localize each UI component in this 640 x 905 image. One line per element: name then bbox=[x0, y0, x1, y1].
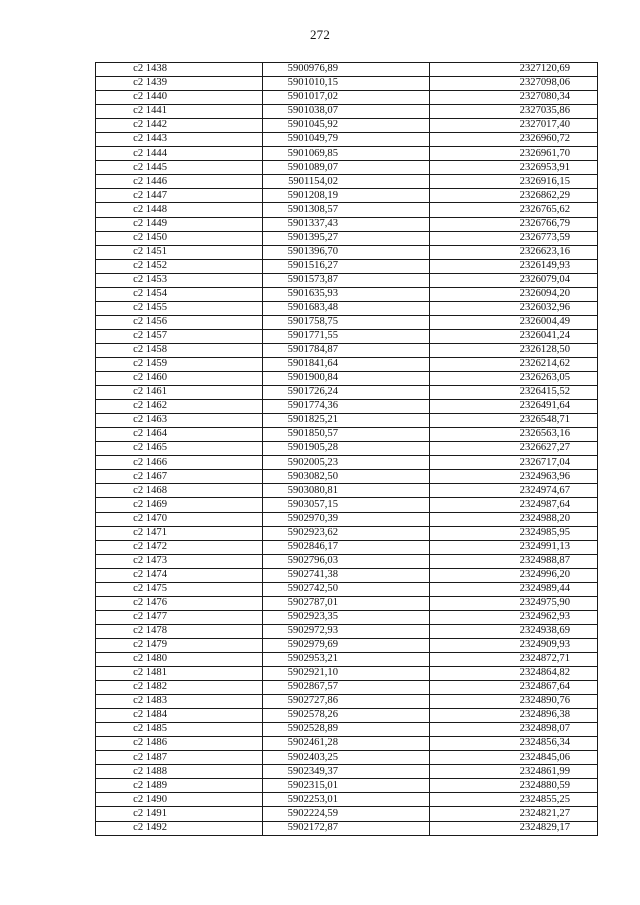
point-id-cell: c2 1465 bbox=[96, 442, 263, 456]
point-id-cell: c2 1466 bbox=[96, 456, 263, 470]
point-id-cell: c2 1475 bbox=[96, 582, 263, 596]
point-id-cell: c2 1489 bbox=[96, 779, 263, 793]
point-id-cell: c2 1456 bbox=[96, 315, 263, 329]
table-row bbox=[96, 91, 598, 105]
point-id-cell: c2 1483 bbox=[96, 695, 263, 709]
table-row bbox=[96, 596, 598, 610]
x-coordinate-cell: 5902953,21 bbox=[263, 652, 430, 666]
point-id-cell: c2 1460 bbox=[96, 372, 263, 386]
point-id-cell: c2 1463 bbox=[96, 414, 263, 428]
point-id-cell: c2 1492 bbox=[96, 821, 263, 835]
point-id-cell: c2 1469 bbox=[96, 498, 263, 512]
x-coordinate-cell: 5902172,87 bbox=[263, 821, 430, 835]
table-row bbox=[96, 217, 598, 231]
table-row bbox=[96, 779, 598, 793]
point-id-cell: c2 1464 bbox=[96, 428, 263, 442]
point-id-cell: c2 1454 bbox=[96, 287, 263, 301]
table-row bbox=[96, 737, 598, 751]
table-row bbox=[96, 610, 598, 624]
y-coordinate-cell: 2326623,16 bbox=[430, 245, 598, 259]
y-coordinate-cell: 2327120,69 bbox=[430, 63, 598, 77]
table-row bbox=[96, 63, 598, 77]
table-row bbox=[96, 512, 598, 526]
y-coordinate-cell: 2326041,24 bbox=[430, 329, 598, 343]
coordinates-table-body bbox=[96, 63, 598, 836]
y-coordinate-cell: 2324975,90 bbox=[430, 596, 598, 610]
y-coordinate-cell: 2324855,25 bbox=[430, 793, 598, 807]
x-coordinate-cell: 5901771,55 bbox=[263, 329, 430, 343]
y-coordinate-cell: 2326961,70 bbox=[430, 147, 598, 161]
x-coordinate-cell: 5902528,89 bbox=[263, 723, 430, 737]
x-coordinate-cell: 5902867,57 bbox=[263, 681, 430, 695]
y-coordinate-cell: 2324872,71 bbox=[430, 652, 598, 666]
x-coordinate-cell: 5903057,15 bbox=[263, 498, 430, 512]
point-id-cell: c2 1442 bbox=[96, 119, 263, 133]
table-row bbox=[96, 119, 598, 133]
x-coordinate-cell: 5902923,35 bbox=[263, 610, 430, 624]
point-id-cell: c2 1486 bbox=[96, 737, 263, 751]
point-id-cell: c2 1477 bbox=[96, 610, 263, 624]
point-id-cell: c2 1445 bbox=[96, 161, 263, 175]
x-coordinate-cell: 5902253,01 bbox=[263, 793, 430, 807]
point-id-cell: c2 1448 bbox=[96, 203, 263, 217]
x-coordinate-cell: 5901726,24 bbox=[263, 386, 430, 400]
x-coordinate-cell: 5902005,23 bbox=[263, 456, 430, 470]
x-coordinate-cell: 5903082,50 bbox=[263, 470, 430, 484]
y-coordinate-cell: 2326862,29 bbox=[430, 189, 598, 203]
table-row bbox=[96, 470, 598, 484]
x-coordinate-cell: 5901841,64 bbox=[263, 357, 430, 371]
point-id-cell: c2 1462 bbox=[96, 400, 263, 414]
x-coordinate-cell: 5902741,38 bbox=[263, 568, 430, 582]
y-coordinate-cell: 2326032,96 bbox=[430, 301, 598, 315]
y-coordinate-cell: 2326079,04 bbox=[430, 273, 598, 287]
table-row bbox=[96, 414, 598, 428]
table-row bbox=[96, 667, 598, 681]
x-coordinate-cell: 5902727,86 bbox=[263, 695, 430, 709]
point-id-cell: c2 1470 bbox=[96, 512, 263, 526]
point-id-cell: c2 1473 bbox=[96, 554, 263, 568]
x-coordinate-cell: 5901017,02 bbox=[263, 91, 430, 105]
y-coordinate-cell: 2324996,20 bbox=[430, 568, 598, 582]
x-coordinate-cell: 5901045,92 bbox=[263, 119, 430, 133]
table-row bbox=[96, 638, 598, 652]
y-coordinate-cell: 2324896,38 bbox=[430, 709, 598, 723]
table-row bbox=[96, 442, 598, 456]
table-row bbox=[96, 231, 598, 245]
table-row bbox=[96, 386, 598, 400]
coordinates-table bbox=[95, 62, 598, 836]
x-coordinate-cell: 5901825,21 bbox=[263, 414, 430, 428]
x-coordinate-cell: 5902787,01 bbox=[263, 596, 430, 610]
x-coordinate-cell: 5901308,57 bbox=[263, 203, 430, 217]
point-id-cell: c2 1491 bbox=[96, 807, 263, 821]
point-id-cell: c2 1459 bbox=[96, 357, 263, 371]
x-coordinate-cell: 5901395,27 bbox=[263, 231, 430, 245]
point-id-cell: c2 1474 bbox=[96, 568, 263, 582]
x-coordinate-cell: 5902972,93 bbox=[263, 624, 430, 638]
x-coordinate-cell: 5903080,81 bbox=[263, 484, 430, 498]
x-coordinate-cell: 5901900,84 bbox=[263, 372, 430, 386]
table-row bbox=[96, 203, 598, 217]
y-coordinate-cell: 2326263,05 bbox=[430, 372, 598, 386]
x-coordinate-cell: 5900976,89 bbox=[263, 63, 430, 77]
point-id-cell: c2 1480 bbox=[96, 652, 263, 666]
x-coordinate-cell: 5901154,02 bbox=[263, 175, 430, 189]
x-coordinate-cell: 5902403,25 bbox=[263, 751, 430, 765]
table-row bbox=[96, 428, 598, 442]
y-coordinate-cell: 2324864,82 bbox=[430, 667, 598, 681]
point-id-cell: c2 1449 bbox=[96, 217, 263, 231]
point-id-cell: c2 1478 bbox=[96, 624, 263, 638]
y-coordinate-cell: 2326491,64 bbox=[430, 400, 598, 414]
x-coordinate-cell: 5901758,75 bbox=[263, 315, 430, 329]
y-coordinate-cell: 2324989,44 bbox=[430, 582, 598, 596]
x-coordinate-cell: 5901069,85 bbox=[263, 147, 430, 161]
y-coordinate-cell: 2324845,06 bbox=[430, 751, 598, 765]
point-id-cell: c2 1439 bbox=[96, 77, 263, 91]
y-coordinate-cell: 2324829,17 bbox=[430, 821, 598, 835]
table-row bbox=[96, 147, 598, 161]
table-row bbox=[96, 554, 598, 568]
point-id-cell: c2 1488 bbox=[96, 765, 263, 779]
y-coordinate-cell: 2326773,59 bbox=[430, 231, 598, 245]
y-coordinate-cell: 2326214,62 bbox=[430, 357, 598, 371]
page-number: 272 bbox=[309, 27, 331, 42]
point-id-cell: c2 1479 bbox=[96, 638, 263, 652]
y-coordinate-cell: 2324909,93 bbox=[430, 638, 598, 652]
point-id-cell: c2 1440 bbox=[96, 91, 263, 105]
table-row bbox=[96, 301, 598, 315]
y-coordinate-cell: 2324890,76 bbox=[430, 695, 598, 709]
y-coordinate-cell: 2327035,86 bbox=[430, 105, 598, 119]
x-coordinate-cell: 5901396,70 bbox=[263, 245, 430, 259]
y-coordinate-cell: 2324938,69 bbox=[430, 624, 598, 638]
point-id-cell: c2 1461 bbox=[96, 386, 263, 400]
table-row bbox=[96, 400, 598, 414]
x-coordinate-cell: 5902796,03 bbox=[263, 554, 430, 568]
point-id-cell: c2 1472 bbox=[96, 540, 263, 554]
y-coordinate-cell: 2324856,34 bbox=[430, 737, 598, 751]
table-row bbox=[96, 624, 598, 638]
y-coordinate-cell: 2326563,16 bbox=[430, 428, 598, 442]
table-row bbox=[96, 161, 598, 175]
table-row bbox=[96, 723, 598, 737]
table-row bbox=[96, 329, 598, 343]
x-coordinate-cell: 5901089,07 bbox=[263, 161, 430, 175]
table-row bbox=[96, 568, 598, 582]
point-id-cell: c2 1476 bbox=[96, 596, 263, 610]
y-coordinate-cell: 2326094,20 bbox=[430, 287, 598, 301]
y-coordinate-cell: 2324985,95 bbox=[430, 526, 598, 540]
table-row bbox=[96, 273, 598, 287]
table-row bbox=[96, 456, 598, 470]
x-coordinate-cell: 5901516,27 bbox=[263, 259, 430, 273]
x-coordinate-cell: 5901850,57 bbox=[263, 428, 430, 442]
point-id-cell: c2 1467 bbox=[96, 470, 263, 484]
x-coordinate-cell: 5902224,59 bbox=[263, 807, 430, 821]
y-coordinate-cell: 2326717,04 bbox=[430, 456, 598, 470]
table-row bbox=[96, 540, 598, 554]
point-id-cell: c2 1453 bbox=[96, 273, 263, 287]
table-row bbox=[96, 245, 598, 259]
table-row bbox=[96, 189, 598, 203]
table-row bbox=[96, 793, 598, 807]
x-coordinate-cell: 5902349,37 bbox=[263, 765, 430, 779]
y-coordinate-cell: 2324821,27 bbox=[430, 807, 598, 821]
x-coordinate-cell: 5901573,87 bbox=[263, 273, 430, 287]
x-coordinate-cell: 5902461,28 bbox=[263, 737, 430, 751]
point-id-cell: c2 1457 bbox=[96, 329, 263, 343]
y-coordinate-cell: 2324988,87 bbox=[430, 554, 598, 568]
y-coordinate-cell: 2326916,15 bbox=[430, 175, 598, 189]
y-coordinate-cell: 2326004,49 bbox=[430, 315, 598, 329]
table-row bbox=[96, 77, 598, 91]
table-row bbox=[96, 357, 598, 371]
y-coordinate-cell: 2324987,64 bbox=[430, 498, 598, 512]
table-row bbox=[96, 343, 598, 357]
table-row bbox=[96, 765, 598, 779]
table-row bbox=[96, 681, 598, 695]
point-id-cell: c2 1481 bbox=[96, 667, 263, 681]
table-row bbox=[96, 751, 598, 765]
x-coordinate-cell: 5902923,62 bbox=[263, 526, 430, 540]
y-coordinate-cell: 2326766,79 bbox=[430, 217, 598, 231]
table-row bbox=[96, 709, 598, 723]
x-coordinate-cell: 5902979,69 bbox=[263, 638, 430, 652]
x-coordinate-cell: 5902315,01 bbox=[263, 779, 430, 793]
y-coordinate-cell: 2324991,13 bbox=[430, 540, 598, 554]
table-row bbox=[96, 582, 598, 596]
point-id-cell: c2 1458 bbox=[96, 343, 263, 357]
table-row bbox=[96, 695, 598, 709]
table-row bbox=[96, 652, 598, 666]
table-row bbox=[96, 175, 598, 189]
y-coordinate-cell: 2324861,99 bbox=[430, 765, 598, 779]
x-coordinate-cell: 5902846,17 bbox=[263, 540, 430, 554]
point-id-cell: c2 1441 bbox=[96, 105, 263, 119]
table-row bbox=[96, 133, 598, 147]
table-row bbox=[96, 259, 598, 273]
x-coordinate-cell: 5902970,39 bbox=[263, 512, 430, 526]
point-id-cell: c2 1490 bbox=[96, 793, 263, 807]
y-coordinate-cell: 2326548,71 bbox=[430, 414, 598, 428]
y-coordinate-cell: 2327017,40 bbox=[430, 119, 598, 133]
y-coordinate-cell: 2324963,96 bbox=[430, 470, 598, 484]
x-coordinate-cell: 5901208,19 bbox=[263, 189, 430, 203]
point-id-cell: c2 1443 bbox=[96, 133, 263, 147]
point-id-cell: c2 1446 bbox=[96, 175, 263, 189]
table-row bbox=[96, 287, 598, 301]
x-coordinate-cell: 5902921,10 bbox=[263, 667, 430, 681]
point-id-cell: c2 1471 bbox=[96, 526, 263, 540]
y-coordinate-cell: 2324898,07 bbox=[430, 723, 598, 737]
point-id-cell: c2 1444 bbox=[96, 147, 263, 161]
y-coordinate-cell: 2326953,91 bbox=[430, 161, 598, 175]
point-id-cell: c2 1455 bbox=[96, 301, 263, 315]
x-coordinate-cell: 5901905,28 bbox=[263, 442, 430, 456]
table-row bbox=[96, 315, 598, 329]
x-coordinate-cell: 5902742,50 bbox=[263, 582, 430, 596]
table-row bbox=[96, 498, 598, 512]
table-row bbox=[96, 372, 598, 386]
point-id-cell: c2 1451 bbox=[96, 245, 263, 259]
x-coordinate-cell: 5901049,79 bbox=[263, 133, 430, 147]
table-row bbox=[96, 807, 598, 821]
point-id-cell: c2 1468 bbox=[96, 484, 263, 498]
point-id-cell: c2 1452 bbox=[96, 259, 263, 273]
table-row bbox=[96, 105, 598, 119]
y-coordinate-cell: 2327098,06 bbox=[430, 77, 598, 91]
y-coordinate-cell: 2324988,20 bbox=[430, 512, 598, 526]
point-id-cell: c2 1482 bbox=[96, 681, 263, 695]
x-coordinate-cell: 5902578,26 bbox=[263, 709, 430, 723]
y-coordinate-cell: 2326627,27 bbox=[430, 442, 598, 456]
y-coordinate-cell: 2326960,72 bbox=[430, 133, 598, 147]
point-id-cell: c2 1450 bbox=[96, 231, 263, 245]
point-id-cell: c2 1484 bbox=[96, 709, 263, 723]
x-coordinate-cell: 5901010,15 bbox=[263, 77, 430, 91]
y-coordinate-cell: 2324962,93 bbox=[430, 610, 598, 624]
y-coordinate-cell: 2326415,52 bbox=[430, 386, 598, 400]
table-row bbox=[96, 484, 598, 498]
point-id-cell: c2 1438 bbox=[96, 63, 263, 77]
x-coordinate-cell: 5901635,93 bbox=[263, 287, 430, 301]
table-row bbox=[96, 526, 598, 540]
x-coordinate-cell: 5901774,36 bbox=[263, 400, 430, 414]
table-row bbox=[96, 821, 598, 835]
y-coordinate-cell: 2326128,50 bbox=[430, 343, 598, 357]
x-coordinate-cell: 5901337,43 bbox=[263, 217, 430, 231]
y-coordinate-cell: 2324867,64 bbox=[430, 681, 598, 695]
x-coordinate-cell: 5901038,07 bbox=[263, 105, 430, 119]
y-coordinate-cell: 2327080,34 bbox=[430, 91, 598, 105]
y-coordinate-cell: 2326149,93 bbox=[430, 259, 598, 273]
y-coordinate-cell: 2326765,62 bbox=[430, 203, 598, 217]
y-coordinate-cell: 2324880,59 bbox=[430, 779, 598, 793]
x-coordinate-cell: 5901784,87 bbox=[263, 343, 430, 357]
point-id-cell: c2 1487 bbox=[96, 751, 263, 765]
x-coordinate-cell: 5901683,48 bbox=[263, 301, 430, 315]
point-id-cell: c2 1485 bbox=[96, 723, 263, 737]
point-id-cell: c2 1447 bbox=[96, 189, 263, 203]
y-coordinate-cell: 2324974,67 bbox=[430, 484, 598, 498]
